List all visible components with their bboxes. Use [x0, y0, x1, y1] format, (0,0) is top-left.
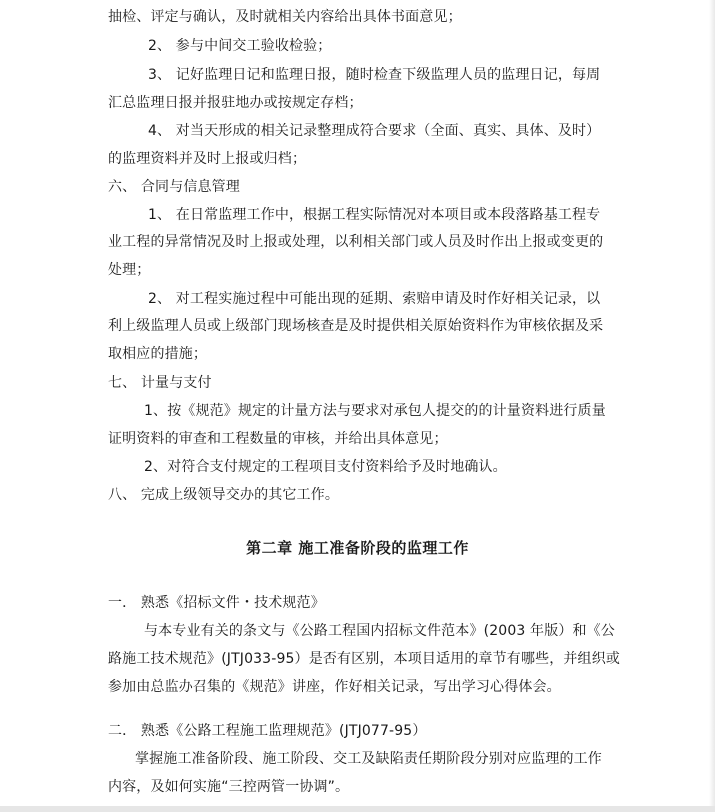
body-line: 掌握施工准备阶段、施工阶段、交工及缺陷责任期阶段分别对应监理的工作 — [135, 751, 602, 767]
body-line: 抽检、评定与确认，及时就相关内容给出具体书面意见； — [108, 9, 462, 25]
body-line: 取相应的措施； — [108, 346, 208, 362]
list-item: 2、 参与中间交工验收检验； — [148, 38, 332, 54]
body-line: 内容，及如何实施“三控两管一协调”。 — [108, 779, 350, 795]
section-heading: 二． 熟悉《公路工程施工监理规范》(JTJ077-95） — [108, 723, 427, 739]
list-item: 4、 对当天形成的相关记录整理成符合要求（全面、真实、具体、及时） — [148, 123, 601, 139]
chapter-title: 第二章 施工准备阶段的监理工作 — [246, 539, 469, 557]
section-heading: 一． 熟悉《招标文件・技术规范》 — [108, 595, 325, 611]
body-line: 处理； — [108, 262, 151, 278]
list-item: 3、 记好监理日记和监理日报，随时检查下级监理人员的监理日记，每周 — [148, 67, 601, 83]
body-line: 路施工技术规范》(JTJ033-95）是否有区别，本项目适用的章节有哪些，并组织或 — [108, 651, 621, 667]
section-heading: 八、 完成上级领导交办的其它工作。 — [108, 487, 339, 503]
body-line: 业工程的异常情况及时上报或处理，以利相关部门或人员及时作出上报或变更的 — [108, 234, 604, 250]
section-heading: 六、 合同与信息管理 — [108, 179, 240, 195]
page-bottom-edge — [0, 806, 715, 812]
body-line: 汇总监理日报并报驻地办或按规定存档； — [108, 95, 363, 111]
list-item: 2、对符合支付规定的工程项目支付资料给予及时地确认。 — [144, 459, 507, 475]
body-line: 的监理资料并及时上报或归档； — [108, 151, 307, 167]
body-line: 证明资料的审查和工程数量的审核，并给出具体意见； — [108, 431, 448, 447]
page-edge — [709, 0, 715, 812]
body-line: 参加由总监办召集的《规范》讲座，作好相关记录，写出学习心得体会。 — [108, 679, 561, 695]
list-item: 1、 在日常监理工作中，根据工程实际情况对本项目或本段落路基工程专 — [148, 207, 601, 223]
body-line: 与本专业有关的条文与《公路工程国内招标文件范本》(2003 年版）和《公 — [144, 623, 615, 639]
list-item: 1、按《规范》规定的计量方法与要求对承包人提交的的计量资料进行质量 — [144, 403, 606, 419]
body-line: 利上级监理人员或上级部门现场核查是及时提供相关原始资料作为审核依据及采 — [108, 318, 604, 334]
list-item: 2、 对工程实施过程中可能出现的延期、索赔申请及时作好相关记录，以 — [148, 291, 601, 307]
section-heading: 七、 计量与支付 — [108, 375, 212, 391]
